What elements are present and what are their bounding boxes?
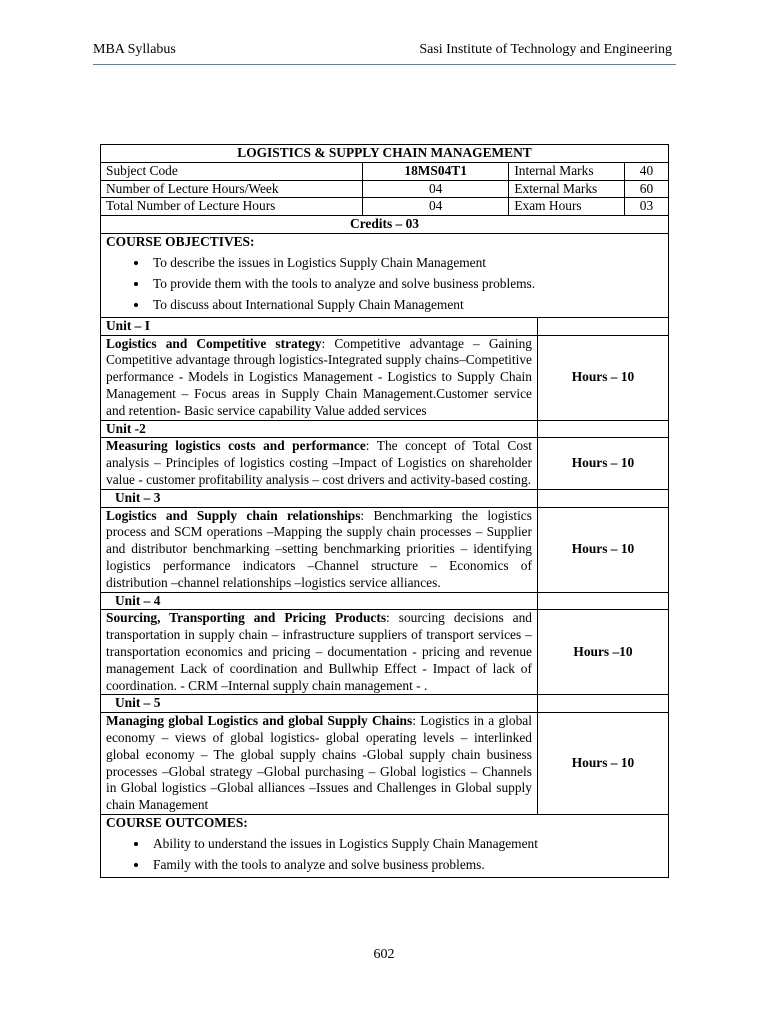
subject-code-value: 18MS04T1 bbox=[362, 162, 508, 180]
info-row bbox=[101, 162, 669, 180]
outcomes-list bbox=[106, 833, 663, 875]
list-item: • Family with the tools to analyze and solve business problems. bbox=[149, 854, 663, 875]
unit-header-row bbox=[101, 420, 669, 438]
credits-row bbox=[101, 216, 669, 234]
unit-content bbox=[101, 713, 538, 815]
page-number: 602 bbox=[373, 947, 395, 962]
unit-hours: Hours – 10 bbox=[537, 713, 668, 815]
unit-topic: Logistics and Supply chain relationships bbox=[106, 507, 361, 523]
unit-topic: Sourcing, Transporting and Pricing Products bbox=[106, 610, 387, 626]
hours-week-label: Number of Lecture Hours/Week bbox=[101, 180, 363, 198]
unit-content-row bbox=[101, 507, 669, 592]
header-rule bbox=[93, 64, 676, 65]
unit-hours: Hours – 10 bbox=[537, 335, 668, 420]
unit-content bbox=[101, 507, 538, 592]
unit-label: Unit – 4 bbox=[101, 592, 538, 610]
unit-text: : Logistics in a global economy – views of global logistics- global operating levels – interlinked global economy – The global supply chains -Global supply chain business processes –Global strategy –Global purchasing – Global logistics – Channels in Global logistics –Global alliances –Issues and Challenges in Global supply chain Management bbox=[106, 713, 532, 813]
unit-text: : The concept of Total Cost analysis – Principles of logistics costing –Impact of Logistics on shareholder value - customer profitability analysis – cost drivers and activity-based costing. bbox=[106, 438, 532, 487]
exam-hours-label: Exam Hours bbox=[509, 198, 625, 216]
outcomes-row bbox=[101, 814, 669, 877]
objectives-heading: COURSE OBJECTIVES: bbox=[106, 233, 255, 249]
unit-hours: Hours –10 bbox=[537, 610, 668, 695]
objectives-row bbox=[101, 233, 669, 317]
list-item: • Ability to understand the issues in Logistics Supply Chain Management bbox=[149, 833, 663, 854]
unit-hours: Hours – 10 bbox=[537, 438, 668, 489]
objectives-list bbox=[106, 252, 663, 315]
subject-code-label: Subject Code bbox=[101, 162, 363, 180]
unit-text: : sourcing decisions and transportation in supply chain – infrastructure suppliers of transport services – transportation economics and pricing – documentation - pricing and revenue management Lack of coordination and Bullwhip Effect - Impact of lack of coordination. - CRM –Internal supply chain management - . bbox=[106, 610, 532, 693]
unit-topic: Measuring logistics costs and performance bbox=[106, 438, 366, 454]
unit-text: : Competitive advantage – Gaining Competitive advantage through logistics-Integrated supply chains–Competitive performance - Models in Logistics Management - Logistics to Supply Chain Management – Focus areas in Supply Chain Management.Customer service and retention- Basic service capability Value added services bbox=[106, 335, 532, 418]
course-objectives bbox=[101, 233, 669, 317]
unit-content-row bbox=[101, 713, 669, 815]
hours-week-value: 04 bbox=[362, 180, 508, 198]
external-marks-label: External Marks bbox=[509, 180, 625, 198]
internal-marks-value: 40 bbox=[624, 162, 668, 180]
credits: Credits – 03 bbox=[101, 216, 669, 234]
unit-topic: Logistics and Competitive strategy bbox=[106, 335, 322, 351]
unit-header-row bbox=[101, 317, 669, 335]
external-marks-value: 60 bbox=[624, 180, 668, 198]
syllabus-table bbox=[100, 144, 669, 878]
unit-header-row bbox=[101, 489, 669, 507]
course-title: LOGISTICS & SUPPLY CHAIN MANAGEMENT bbox=[101, 145, 669, 163]
title-row bbox=[101, 145, 669, 163]
header-left: MBA Syllabus bbox=[93, 42, 176, 57]
unit-label: Unit – 5 bbox=[101, 695, 538, 713]
list-item: • To describe the issues in Logistics Supply Chain Management bbox=[149, 252, 663, 273]
unit-hours: Hours – 10 bbox=[537, 507, 668, 592]
unit-content bbox=[101, 438, 538, 489]
unit-label: Unit -2 bbox=[101, 420, 538, 438]
total-hours-value: 04 bbox=[362, 198, 508, 216]
exam-hours-value: 03 bbox=[624, 198, 668, 216]
unit-topic: Managing global Logistics and global Supply Chains bbox=[106, 713, 413, 729]
outcomes-heading: COURSE OUTCOMES: bbox=[106, 814, 248, 830]
unit-content bbox=[101, 335, 538, 420]
list-item: • To provide them with the tools to analyze and solve business problems. bbox=[149, 273, 663, 294]
unit-content-row bbox=[101, 335, 669, 420]
internal-marks-label: Internal Marks bbox=[509, 162, 625, 180]
unit-label: Unit – I bbox=[101, 317, 538, 335]
course-outcomes bbox=[101, 814, 669, 877]
unit-content-row bbox=[101, 438, 669, 489]
list-item: • To discuss about International Supply Chain Management bbox=[149, 294, 663, 315]
header-right: Sasi Institute of Technology and Engineering bbox=[419, 42, 672, 57]
unit-content bbox=[101, 610, 538, 695]
info-row bbox=[101, 198, 669, 216]
unit-content-row bbox=[101, 610, 669, 695]
unit-label: Unit – 3 bbox=[101, 489, 538, 507]
unit-header-row bbox=[101, 592, 669, 610]
unit-text: : Benchmarking the logistics process and SCM operations –Mapping the supply chain processes – Supplier and distributor benchmarking –setting benchmarking priorities – identifying logistics performance indicators –Channel structure – Economics of distribution –channel relationships –logistics service alliances. bbox=[106, 507, 532, 590]
info-row bbox=[101, 180, 669, 198]
unit-header-row bbox=[101, 695, 669, 713]
total-hours-label: Total Number of Lecture Hours bbox=[101, 198, 363, 216]
